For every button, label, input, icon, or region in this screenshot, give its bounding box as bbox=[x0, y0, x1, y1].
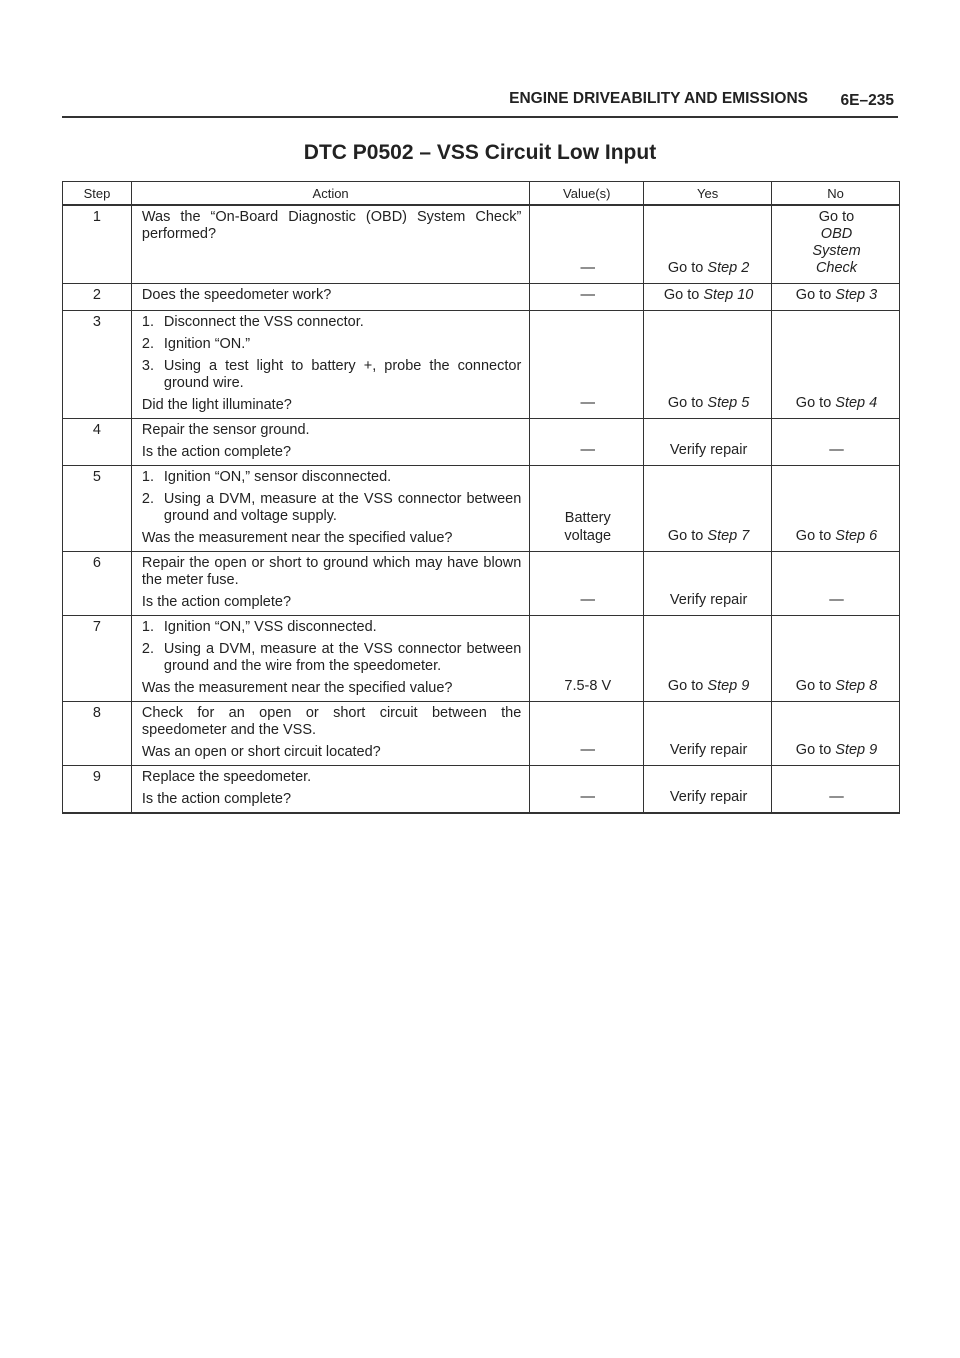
no-cell bbox=[772, 552, 900, 616]
list-item-text: Ignition “ON,” sensor disconnected. bbox=[163, 469, 392, 485]
value-cell bbox=[530, 284, 644, 311]
value-cell bbox=[530, 205, 644, 284]
table-row bbox=[63, 205, 900, 284]
action-question: Does the speedometer work? bbox=[141, 287, 332, 303]
no-text: — bbox=[829, 442, 844, 458]
action-list-item bbox=[142, 314, 521, 331]
value-cell bbox=[530, 466, 644, 552]
list-item-text: Disconnect the VSS connector. bbox=[163, 314, 364, 330]
value-cell bbox=[530, 702, 644, 766]
no-cell bbox=[772, 311, 900, 419]
action-list-item bbox=[142, 619, 521, 636]
value-cell bbox=[530, 616, 644, 702]
diagnostic-table bbox=[62, 181, 900, 814]
table-row bbox=[63, 284, 900, 311]
action-list-item bbox=[142, 336, 521, 353]
list-item-text: Ignition “ON.” bbox=[163, 336, 251, 352]
no-step-link: Step 6 bbox=[835, 528, 878, 544]
action-list-item bbox=[142, 641, 521, 675]
value-cell bbox=[530, 419, 644, 466]
no-step-link: Step 9 bbox=[835, 742, 878, 758]
yes-text: Go to bbox=[667, 260, 708, 276]
value-cell bbox=[530, 766, 644, 814]
action-list bbox=[142, 469, 521, 525]
action-cell bbox=[131, 311, 529, 419]
column-header: Value(s) bbox=[530, 182, 644, 206]
action-question: Was the “On-Board Diagnostic (OBD) System Check” performed? bbox=[141, 209, 522, 242]
action-cell bbox=[131, 766, 529, 814]
column-header: Yes bbox=[644, 182, 772, 206]
table-row bbox=[63, 466, 900, 552]
yes-cell bbox=[644, 205, 772, 284]
list-item-text: Using a DVM, measure at the VSS connector between ground and the wire from the speedometer. bbox=[163, 641, 522, 674]
value-cell bbox=[530, 552, 644, 616]
action-cell bbox=[131, 702, 529, 766]
section-title: ENGINE DRIVEABILITY AND EMISSIONS bbox=[509, 90, 808, 107]
action-list-item bbox=[142, 469, 521, 486]
no-text: Go to bbox=[795, 287, 836, 303]
no-text: Go to bbox=[795, 528, 836, 544]
action-cell bbox=[131, 552, 529, 616]
yes-cell bbox=[644, 284, 772, 311]
action-question: Is the action complete? bbox=[141, 444, 292, 460]
table-row bbox=[63, 766, 900, 814]
table-row bbox=[63, 311, 900, 419]
no-cell bbox=[772, 616, 900, 702]
table-header-row bbox=[63, 182, 900, 206]
list-item-number: 1. bbox=[141, 314, 154, 330]
value-text: — bbox=[580, 287, 595, 303]
yes-step-link: Step 5 bbox=[707, 395, 750, 411]
no-text: Go to bbox=[795, 742, 836, 758]
action-list-item bbox=[142, 491, 521, 525]
list-item-number: 2. bbox=[141, 491, 154, 507]
action-cell bbox=[131, 205, 529, 284]
action-instruction: Check for an open or short circuit between the speedometer and the VSS. bbox=[141, 705, 522, 738]
action-instruction: Repair the open or short to ground which may have blown the meter fuse. bbox=[141, 555, 522, 588]
column-header: Step bbox=[63, 182, 132, 206]
list-item-number: 1. bbox=[141, 619, 154, 635]
column-header: No bbox=[772, 182, 900, 206]
action-cell bbox=[131, 616, 529, 702]
column-header: Action bbox=[131, 182, 529, 206]
no-text: — bbox=[829, 592, 844, 608]
no-step-link: Step 4 bbox=[835, 395, 878, 411]
value-text: — bbox=[580, 442, 595, 458]
yes-text: Verify repair bbox=[669, 592, 748, 608]
no-step-link: OBD System Check bbox=[812, 226, 861, 276]
list-item-text: Using a DVM, measure at the VSS connector between ground and voltage supply. bbox=[163, 491, 522, 524]
list-item-number: 2. bbox=[141, 336, 154, 352]
yes-text: Verify repair bbox=[669, 789, 748, 805]
step-number: 9 bbox=[63, 766, 132, 814]
step-number: 7 bbox=[63, 616, 132, 702]
yes-text: Go to bbox=[667, 395, 708, 411]
no-text: Go to bbox=[795, 395, 836, 411]
value-text: — bbox=[580, 742, 595, 758]
action-question: Did the light illuminate? bbox=[141, 397, 292, 413]
action-instruction: Repair the sensor ground. bbox=[141, 422, 310, 438]
page-header bbox=[62, 88, 898, 118]
action-cell bbox=[131, 466, 529, 552]
list-item-number: 2. bbox=[141, 641, 154, 657]
step-number: 1 bbox=[63, 205, 132, 284]
yes-text: Go to bbox=[667, 678, 708, 694]
step-number: 2 bbox=[63, 284, 132, 311]
page-title: DTC P0502 – VSS Circuit Low Input bbox=[303, 141, 657, 164]
yes-cell bbox=[644, 552, 772, 616]
no-text: Go to bbox=[818, 209, 855, 225]
value-text: — bbox=[580, 260, 595, 276]
yes-cell bbox=[644, 616, 772, 702]
yes-step-link: Step 9 bbox=[707, 678, 750, 694]
step-number: 4 bbox=[63, 419, 132, 466]
action-question: Is the action complete? bbox=[141, 791, 292, 807]
yes-text: Go to bbox=[667, 528, 708, 544]
yes-text: Go to bbox=[663, 287, 704, 303]
action-list bbox=[142, 314, 521, 392]
no-cell bbox=[772, 766, 900, 814]
yes-cell bbox=[644, 311, 772, 419]
no-cell bbox=[772, 702, 900, 766]
list-item-number: 3. bbox=[141, 358, 154, 374]
yes-cell bbox=[644, 466, 772, 552]
action-question: Was the measurement near the specified value? bbox=[141, 530, 453, 546]
no-cell bbox=[772, 466, 900, 552]
no-cell bbox=[772, 284, 900, 311]
value-text: — bbox=[580, 395, 595, 411]
yes-cell bbox=[644, 419, 772, 466]
no-step-link: Step 8 bbox=[835, 678, 878, 694]
table-row bbox=[63, 552, 900, 616]
step-number: 6 bbox=[63, 552, 132, 616]
no-step-link: Step 3 bbox=[835, 287, 878, 303]
step-number: 5 bbox=[63, 466, 132, 552]
yes-text: Verify repair bbox=[669, 442, 748, 458]
yes-text: Verify repair bbox=[669, 742, 748, 758]
action-question: Was an open or short circuit located? bbox=[141, 744, 381, 760]
value-text: 7.5-8 V bbox=[564, 678, 612, 694]
action-list bbox=[142, 619, 521, 675]
action-question: Is the action complete? bbox=[141, 594, 292, 610]
table-row bbox=[63, 419, 900, 466]
action-cell bbox=[131, 284, 529, 311]
step-number: 3 bbox=[63, 311, 132, 419]
action-instruction: Replace the speedometer. bbox=[141, 769, 312, 785]
no-text: — bbox=[829, 789, 844, 805]
action-list-item bbox=[142, 358, 521, 392]
table-row bbox=[63, 702, 900, 766]
yes-step-link: Step 2 bbox=[707, 260, 750, 276]
no-cell bbox=[772, 419, 900, 466]
list-item-text: Using a test light to battery +, probe the connector ground wire. bbox=[163, 358, 522, 391]
page-number: 6E–235 bbox=[840, 92, 894, 109]
no-cell bbox=[772, 205, 900, 284]
list-item-text: Ignition “ON,” VSS disconnected. bbox=[163, 619, 377, 635]
value-cell bbox=[530, 311, 644, 419]
no-text: Go to bbox=[795, 678, 836, 694]
value-text: — bbox=[580, 789, 595, 805]
table-row bbox=[63, 616, 900, 702]
list-item-number: 1. bbox=[141, 469, 154, 485]
yes-step-link: Step 7 bbox=[707, 528, 750, 544]
action-cell bbox=[131, 419, 529, 466]
yes-cell bbox=[644, 702, 772, 766]
step-number: 8 bbox=[63, 702, 132, 766]
yes-cell bbox=[644, 766, 772, 814]
yes-step-link: Step 10 bbox=[703, 287, 754, 303]
value-text: — bbox=[580, 592, 595, 608]
action-question: Was the measurement near the specified value? bbox=[141, 680, 453, 696]
value-text: Battery voltage bbox=[564, 510, 612, 544]
